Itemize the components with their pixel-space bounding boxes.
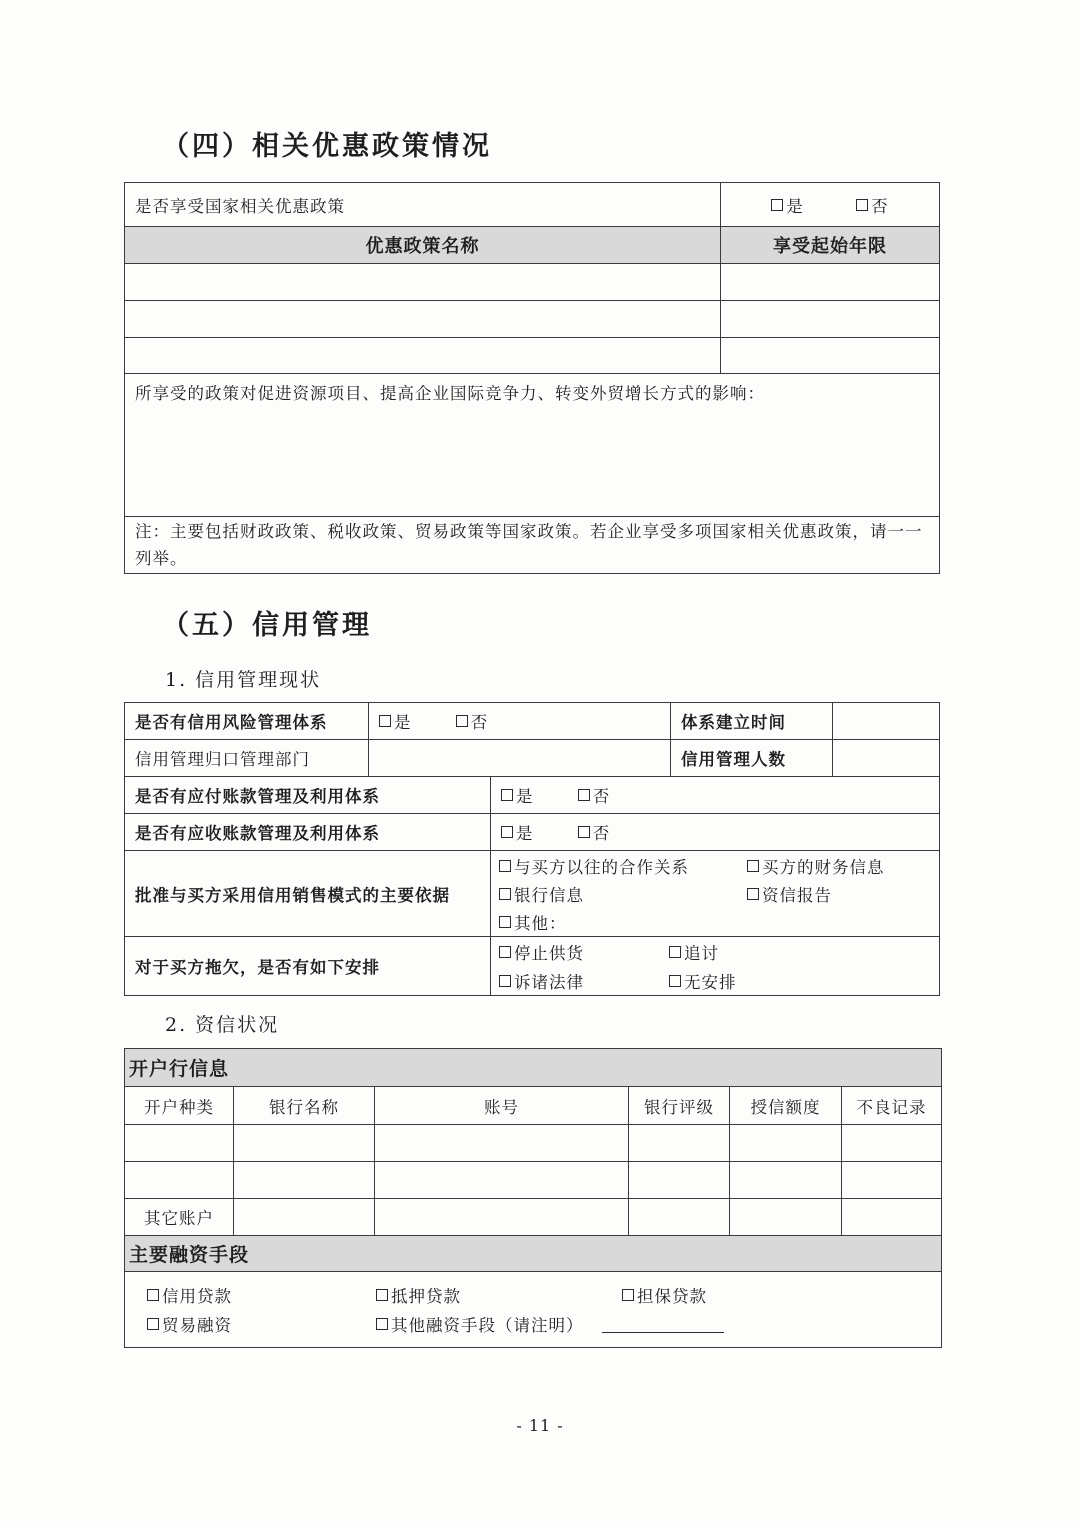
credit-info-subtitle: 2. 资信状况 [165, 1014, 280, 1036]
enjoy-no-checkbox[interactable]: 否 [856, 193, 889, 217]
checkbox-icon [456, 715, 468, 727]
checkbox-icon [669, 946, 681, 958]
financing-credit-loan-checkbox[interactable]: 信用贷款 [147, 1283, 376, 1307]
bank-cell[interactable] [234, 1199, 375, 1236]
col-account-type: 开户种类 [125, 1087, 234, 1125]
arrears-label: 对于买方拖欠，是否有如下安排 [125, 937, 491, 996]
other-account-label: 其它账户 [125, 1199, 234, 1236]
bank-cell[interactable] [730, 1125, 842, 1162]
basis-other-checkbox[interactable]: 其他： [499, 910, 567, 934]
credit-management-table [124, 702, 940, 996]
bank-cell[interactable] [730, 1162, 842, 1199]
col-bank-rating: 银行评级 [629, 1087, 730, 1125]
financing-mortgage-checkbox[interactable]: 抵押贷款 [376, 1283, 622, 1307]
bank-cell[interactable] [125, 1162, 234, 1199]
col-account-number: 账号 [375, 1087, 629, 1125]
page-number: - 11 - [516, 1416, 564, 1435]
credit-basis-options [491, 851, 940, 937]
bank-cell[interactable] [629, 1162, 730, 1199]
risk-system-options [369, 703, 671, 740]
financing-other-blank[interactable] [602, 1316, 724, 1333]
payable-no-checkbox[interactable]: 否 [578, 783, 611, 807]
policy-impact-label: 所享受的政策对促进资源项目、提高企业国际竞争力、转变外贸增长方式的影响： [135, 384, 765, 403]
policy-name-cell[interactable] [125, 264, 721, 301]
checkbox-icon [501, 789, 513, 801]
enjoy-policy-question: 是否享受国家相关优惠政策 [125, 183, 721, 227]
policy-impact-field[interactable] [125, 374, 940, 517]
staff-count-label: 信用管理人数 [671, 740, 833, 777]
checkbox-icon [499, 916, 511, 928]
col-start-period: 享受起始年限 [721, 227, 940, 264]
receivable-options [491, 814, 940, 851]
checkbox-icon [379, 715, 391, 727]
arrears-legal-checkbox[interactable]: 诉诸法律 [499, 969, 669, 993]
financing-other-checkbox[interactable]: 其他融资手段（请注明） [376, 1312, 584, 1336]
checkbox-icon [499, 860, 511, 872]
arrears-stop-checkbox[interactable]: 停止供货 [499, 940, 669, 964]
dept-label: 信用管理归口管理部门 [125, 740, 369, 777]
checkbox-icon [499, 975, 511, 987]
enjoy-policy-options [721, 183, 940, 227]
risk-yes-checkbox[interactable]: 是 [379, 709, 412, 733]
basis-bank-checkbox[interactable]: 银行信息 [499, 882, 747, 906]
col-policy-name: 优惠政策名称 [125, 227, 721, 264]
receivable-label: 是否有应收账款管理及利用体系 [125, 814, 491, 851]
policy-name-cell[interactable] [125, 301, 721, 338]
credit-status-subtitle: 1. 信用管理现状 [165, 669, 322, 691]
bank-cell[interactable] [375, 1162, 629, 1199]
bank-cell[interactable] [842, 1199, 942, 1236]
policy-period-cell[interactable] [721, 301, 940, 338]
policy-table [124, 182, 940, 574]
checkbox-icon [771, 199, 783, 211]
policy-period-cell[interactable] [721, 338, 940, 374]
checkbox-icon [578, 789, 590, 801]
bank-cell[interactable] [375, 1199, 629, 1236]
system-time-label: 体系建立时间 [671, 703, 833, 740]
policy-name-cell[interactable] [125, 338, 721, 374]
col-bad-record: 不良记录 [842, 1087, 942, 1125]
bank-info-header: 开户行信息 [125, 1049, 942, 1087]
bank-cell[interactable] [842, 1125, 942, 1162]
bank-cell[interactable] [629, 1199, 730, 1236]
receivable-yes-checkbox[interactable]: 是 [501, 820, 534, 844]
checkbox-icon [501, 826, 513, 838]
checkbox-icon [147, 1318, 159, 1330]
bank-cell[interactable] [842, 1162, 942, 1199]
bank-cell[interactable] [234, 1162, 375, 1199]
enjoy-yes-checkbox[interactable]: 是 [771, 193, 804, 217]
bank-info-table [124, 1048, 942, 1348]
arrears-none-checkbox[interactable]: 无安排 [669, 969, 737, 993]
checkbox-icon [669, 975, 681, 987]
checkbox-icon [747, 860, 759, 872]
checkbox-icon [747, 888, 759, 900]
policy-period-cell[interactable] [721, 264, 940, 301]
checkbox-icon [856, 199, 868, 211]
basis-cooperation-checkbox[interactable]: 与买方以往的合作关系 [499, 854, 747, 878]
col-bank-name: 银行名称 [234, 1087, 375, 1125]
financing-guarantee-checkbox[interactable]: 担保贷款 [622, 1283, 707, 1307]
payable-label: 是否有应付账款管理及利用体系 [125, 777, 491, 814]
dept-field[interactable] [369, 740, 671, 777]
section4-title: （四）相关优惠政策情况 [162, 131, 492, 162]
financing-trade-checkbox[interactable]: 贸易融资 [147, 1312, 376, 1336]
checkbox-icon [499, 946, 511, 958]
bank-cell[interactable] [234, 1125, 375, 1162]
basis-report-checkbox[interactable]: 资信报告 [747, 882, 832, 906]
financing-options [125, 1272, 942, 1348]
financing-header: 主要融资手段 [125, 1236, 942, 1272]
checkbox-icon [376, 1318, 388, 1330]
arrears-options [491, 937, 940, 996]
section5-title: （五）信用管理 [162, 610, 372, 641]
system-time-field[interactable] [833, 703, 940, 740]
bank-cell[interactable] [730, 1199, 842, 1236]
checkbox-icon [622, 1289, 634, 1301]
col-credit-line: 授信额度 [730, 1087, 842, 1125]
bank-cell[interactable] [629, 1125, 730, 1162]
checkbox-icon [147, 1289, 159, 1301]
arrears-pursue-checkbox[interactable]: 追讨 [669, 940, 719, 964]
staff-count-field[interactable] [833, 740, 940, 777]
risk-system-label: 是否有信用风险管理体系 [125, 703, 369, 740]
credit-basis-label: 批准与买方采用信用销售模式的主要依据 [125, 851, 491, 937]
payable-yes-checkbox[interactable]: 是 [501, 783, 534, 807]
payable-options [491, 777, 940, 814]
checkbox-icon [376, 1289, 388, 1301]
basis-financial-checkbox[interactable]: 买方的财务信息 [747, 854, 885, 878]
risk-no-checkbox[interactable]: 否 [456, 709, 489, 733]
bank-cell[interactable] [375, 1125, 629, 1162]
checkbox-icon [499, 888, 511, 900]
receivable-no-checkbox[interactable]: 否 [578, 820, 611, 844]
checkbox-icon [578, 826, 590, 838]
bank-cell[interactable] [125, 1125, 234, 1162]
policy-note: 注：主要包括财政政策、税收政策、贸易政策等国家政策。若企业享受多项国家相关优惠政策，请一一列举。 [125, 517, 940, 574]
